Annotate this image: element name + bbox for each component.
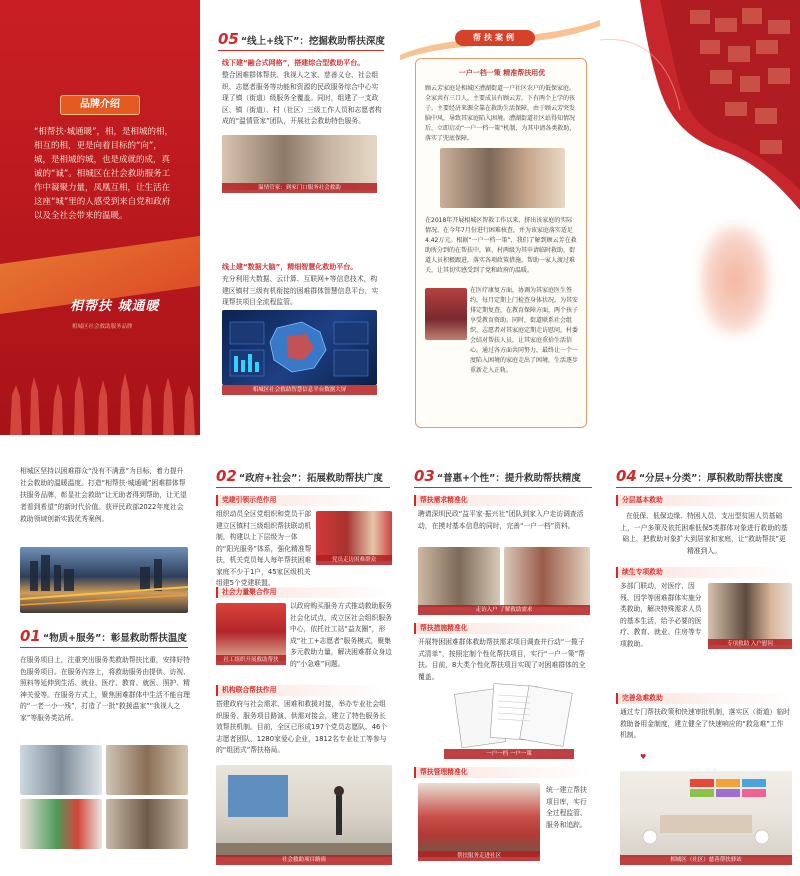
service-photo-2 <box>106 745 188 795</box>
column-government-society <box>204 455 400 876</box>
skyline-graphic <box>20 547 188 613</box>
intro-paragraph: 相城区坚持以困难群众“没有不满意”为目标，着力提升社会救助的温暖温度。打造“相帮扶·城通暖”困难群体帮扶服务品牌，彰显社会救助“让无助者得到帮助，让无望者看到希望”的新时代价值。获评民政部2022年度社会救助领域创新实践优秀案例。 <box>20 467 187 523</box>
party-building-text: 组织动员全区党组织和党员干部建立区镇村三级组织帮扶联动机制，构建以上下层级为一体的“阳光服务”体系，强化精准帮扶，机关党员每人每年帮扶困难家庭不少于1户，45家区级机关组建5个党建联盟。 <box>216 510 312 587</box>
section-04-title: 04 “分层+分类”：厚积救助帮扶密度 <box>616 467 783 485</box>
section-03-title: 03 “普惠+个性”：提升救助帮扶精度 <box>414 467 581 485</box>
roadshow-graphic <box>216 765 392 857</box>
column-intro-material <box>0 455 196 876</box>
brand-logo-text: 相帮扶 城通暖 <box>70 299 160 314</box>
needs-survey-photo-1 <box>418 547 500 607</box>
section-04-rule <box>616 487 792 488</box>
column-tier-category <box>604 455 800 876</box>
section-01-text: 在服务项目上，注重突出服务类救助帮扶比重，安排好特色服务项目。在服务内容上，将救助服务由提供、访视、照料等延伸到生活、就业、医疗、教育、就医、照护、精神关爱等。在服务方式上，聚焦困难群体中生活不能自理的“一老一小一残”，打造了一批“救援温家”“我视人之家”等服务类站所。 <box>20 656 190 722</box>
online-text: 充分利用大数据、云计算、互联网+等信息技术，构建区镇村三级有机衔接的困难群体智慧信息平台，实现帮扶项目全流程监管。 <box>222 275 379 306</box>
section-03-rule <box>414 487 592 488</box>
needs-text: 聘请深圳民政“益平家·振兴社”团队到家入户走访调查活动，在摸对基本信息的同时，完善“一户一档”资料。 <box>418 510 584 530</box>
emergency-aid-text: 通过专门帮扶政策和快速审批机制，落实区（街道）临时救助备用金制度，建立健全了快速响应的“救急难”工作机制。 <box>620 708 790 739</box>
sub-emergency-aid-header: 完善急难救助 <box>616 693 792 704</box>
special-aid-text: 多部门联动，对医疗、因残、因学等困难群体实施分类救助，解决特殊需求人员的基本生活，给予必要的医疗、教育、就业、住房等专项救助。 <box>620 582 702 648</box>
panel-online-offline <box>200 0 400 435</box>
party-photo-caption: 党员走访困难群众 <box>316 555 392 565</box>
archive-documents-graphic <box>454 677 574 749</box>
measures-text: 开展特困困难群体救助帮扶需求项目调查并行动“一揽子式清单”，按照定制个性化帮扶项目，实行“一户一策”帮扶。目前，8大类个性化帮扶项目实现了对困难群体的全覆盖。 <box>418 638 586 681</box>
offline-text: 整合困难群体帮扶、我视人之家、慈善义仓、社会组织、志愿者服务等功能和资源的民政服务综合中心实现了镇（街道）级服务全覆盖。同时，组建了一支政区、镇（街道）、村（社区）三级工作人员和志愿者构成的“温情管家”团队，开展社会救助特色服务。 <box>222 71 382 125</box>
sub-institution-header: 机构联合帮扶作用 <box>216 685 390 696</box>
raised-hands-illustration <box>0 355 200 435</box>
basic-aid-text: 在低保、低保边缘、特困人员、支出型贫困人员基础上，一户多策及依托困难低保5类群体对象进行救助的基础上，把救助对象扩大到居家和家庭，让“救助帮扶”更精准到人。 <box>620 512 788 555</box>
archive-caption: 一户一档 一户一策 <box>444 749 574 759</box>
social-photo-caption: 社工组织开展救助帮扶 <box>216 655 286 665</box>
section-05-title: 05 “线上+线下”：挖掘救助帮扶深度 <box>218 30 385 48</box>
charity-station-photo <box>620 741 792 857</box>
dashboard-caption: 相城区社会救助智慧信息平台数据大屏 <box>222 385 377 395</box>
lower-spread <box>0 455 800 876</box>
sub-basic-aid-header: 分层基本救助 <box>616 495 792 506</box>
service-photo-3 <box>20 799 102 849</box>
blurred-region <box>700 225 770 335</box>
sub-measures-header: 帮扶措施精准化 <box>414 623 592 634</box>
case-text-3: 在医疗康复方面，协调为其家庭医生签约，每月定期上门检查身体状况。为其安排定期复查，在教育保障方面，两个孩子享受教育资助。同时，街道联系社会组织、志愿者对其家庭定期走访慰问，村委会结对帮扶人员，让其家庭重拾生活信心。通过各方面共同努力，最终让一个一度陷入困境的家庭走出了困境，生活逐步重新走入正轨。 <box>470 287 578 374</box>
project-roadshow-photo <box>216 765 392 857</box>
service-photo-4 <box>106 799 188 849</box>
case-home-visit-photo <box>440 148 565 208</box>
section-02-rule <box>216 487 390 488</box>
management-text: 统一建立帮扶项目库，实行全过程监管、服务和追踪。 <box>546 786 587 829</box>
dashboard-map-graphic <box>222 310 377 385</box>
column-universal-personal <box>404 455 600 876</box>
roadshow-caption: 社会救助项目路演 <box>216 855 392 865</box>
section-02-title: 02 “政府+社会”：拓展救助帮扶广度 <box>216 467 383 485</box>
offline-photo-caption: 温情管家：到家门口服务社会救助 <box>222 183 377 193</box>
offline-service-photo <box>222 135 377 190</box>
social-force-text: 以政府购买服务方式推动救助服务社会化试点，成立区社会组织服务中心，依托社工站“益友圈”，形成“社工+志愿者”服务模式，聚集多元救助力量，解决困难群众身边的“小急难”问题。 <box>290 602 392 668</box>
brand-intro-text: “相帮扶·城通暖”，相，是相城的相，相互的相，更是向着目标的“向”，城，是相城的城，也是成就的成，真诚的“诚”。相城区在社会救助服务工作中凝聚力量，凤凰互相，让生活在这座“城”里的人感受到来自党和政府以及全社会带来的温暖。 <box>34 127 174 221</box>
sub-social-force-header: 社会力量聚合作用 <box>216 587 390 598</box>
sub-party-building-header: 党建引领示范作用 <box>216 495 390 506</box>
party-visit-photo <box>316 511 392 561</box>
section-05-rule <box>218 50 384 51</box>
social-worker-photo <box>216 603 286 661</box>
needs-caption: 走访入户 了解救助需求 <box>418 605 590 615</box>
offline-subtitle: 线下建“融合式网格”，搭建综合型救助平台。 <box>222 59 365 67</box>
case-study-heading: 一户一档一策 精准帮扶用优 <box>458 69 546 77</box>
special-aid-photo <box>708 583 792 645</box>
flame-photo-collage <box>600 0 800 435</box>
sub-needs-header: 帮扶需求精准化 <box>414 495 592 506</box>
institution-text: 搭建政府与社会需求、困难和救援对接，举办专业社会组织服务、服务项目路演、供需对接会，建立了特色服务长效帮扶机制。目前，全区已形成197个党员志愿队、46个志愿者团队、1280家爱心企业，1812名专业社工等参与的“组团式”帮扶格局。 <box>216 700 388 754</box>
case-portrait-photo <box>425 288 467 340</box>
brand-badge: 品牌介绍 <box>60 95 140 115</box>
sub-management-header: 帮扶管理精准化 <box>414 767 592 778</box>
section-01-rule <box>20 647 188 648</box>
data-dashboard-screenshot <box>222 310 377 385</box>
community-caption: 帮扶服务走进社区 <box>418 851 540 861</box>
community-service-photo <box>418 783 540 857</box>
city-skyline-photo <box>20 547 188 613</box>
online-subtitle: 线上建“数据大脑”，精细智慧化救助平台。 <box>222 263 358 271</box>
charity-station-caption: 相城区（社区）慈善帮扶驿站 <box>620 855 792 865</box>
case-text-2: 在2018年开展相城区智救工作以来，挤出该家庭的实际情况。在今年7月份进行困难核查，并为该家庭落实适足4.42万元。根据“一户一档一策”，我们了解到顾云芳在救助所分到的在帮扶中，镇、村两级为其申请临时救助，街道人员积极跟进，落实各项政策措施，帮助一家人渡过难关，让其切实感受到了党和政府的温暖。 <box>425 217 577 274</box>
brand-panel <box>0 0 200 435</box>
svg-text:♥: ♥ <box>640 753 647 761</box>
needs-survey-photo-2 <box>504 547 590 607</box>
service-photo-1 <box>20 745 102 795</box>
case-text-1: 顾云芳家庭是相城区漕湖街道一户社区农户的低保家庭。全家共有三口人，主要成员有顾云芳，下有两个上学的孩子。主要经济来源全靠在救助生活保障，由于顾云芳突发脑中风，导致其家庭陷入困境。漕湖街道社区站得知情况后，立即启动“一户一档一策”机制，为其申请各类救助，落实了兜底保障。 <box>425 85 576 142</box>
panel-photo-collage <box>600 0 800 435</box>
special-aid-caption: 专项救助 入户慰问 <box>708 639 792 649</box>
section-01-title: 01 “物质+服务”：彰显救助帮扶温度 <box>20 627 187 645</box>
brand-logo-subtitle: 相城区社会救助服务品牌 <box>72 324 133 330</box>
case-study-tag: 帮扶案例 <box>455 30 535 46</box>
sub-special-aid-header: 续生专项救助 <box>616 567 792 578</box>
charity-station-graphic <box>620 741 792 857</box>
